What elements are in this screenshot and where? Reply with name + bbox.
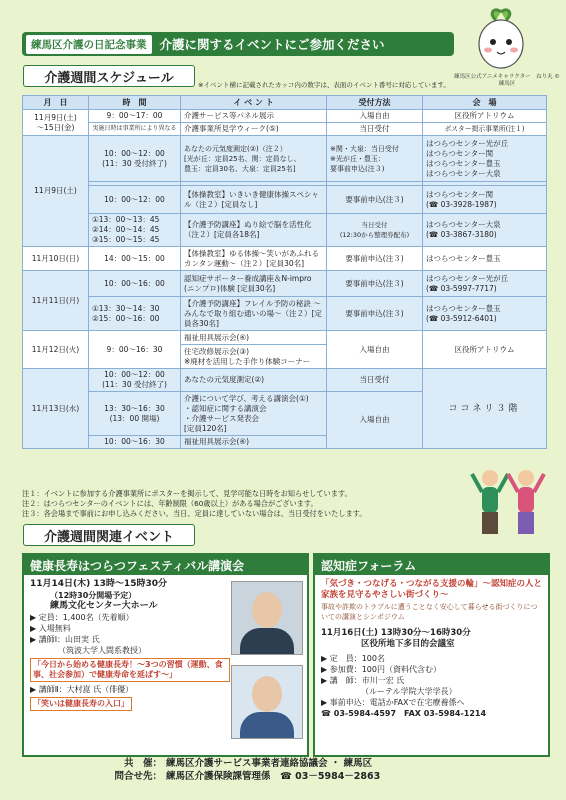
time-cell: 10：00～16：00: [89, 271, 181, 297]
contact-text: 練馬区介護保険課管理係 ☎ 03－5984－2863: [166, 771, 381, 782]
festival-lecturer1: ▶ 講師Ⅰ：山田実 氏: [30, 635, 100, 644]
footer-contact-row: [100, 770, 480, 783]
time-cell: ①13：00～13：45 ②14：00～14：45 ③15：00～15：45: [89, 214, 181, 247]
time-cell: 実施日時は事業所により異なる: [89, 123, 181, 136]
contact-label: 問合せ先：: [114, 771, 162, 782]
venue-cell: はつらつセンター豊玉: [423, 247, 547, 271]
event-cell: 福祉用具展示会(④): [181, 436, 327, 449]
sponsor-text: 練馬区介護サービス事業者連絡協議会 ・ 練馬区: [166, 758, 373, 769]
exercising-people-illustration: [468, 462, 548, 537]
venue-cell: ポスター掲示事業所(注１): [423, 123, 547, 136]
event-cell: 【介護予防講座】フレイル予防の秘訣 ～みんなで取り組む通いの場～（注２）[定員各30名]: [181, 297, 327, 331]
schedule-section-title: 介護週間スケジュール: [23, 65, 195, 87]
time-cell: 14：00～15：00: [89, 247, 181, 271]
nerimaru-mascot-icon: [468, 8, 534, 74]
header-tag: 練馬区介護の日記念事業: [26, 35, 152, 54]
table-row: [23, 214, 547, 247]
dementia-title: 認知症フォーラム: [315, 555, 548, 575]
event-cell: 介護について学び、考える講演会(①) ・認知症に関する講演会 ・介護サービス発表会 [定員120名]: [181, 392, 327, 436]
dementia-capacity: ▶ 定 員：100名: [321, 654, 385, 663]
table-row: [23, 186, 547, 214]
festival-title: 健康長寿はつらつフェスティバル講演会: [24, 555, 307, 575]
table-header-row: [23, 96, 547, 110]
reception-cell: 入場自由: [327, 392, 423, 449]
table-row: [23, 123, 547, 136]
festival-open: （12時30分開場予定）: [50, 591, 137, 600]
col-time: 時 間: [89, 96, 181, 110]
schedule-note: ※イベント横に記載されたカッコ内の数字は、表面のイベント番号に対応しています。: [198, 81, 450, 89]
table-row: [23, 331, 547, 345]
venue-cell: はつらつセンター光が丘 はつらつセンター関 はつらつセンター豊玉 はつらつセンター大泉: [423, 136, 547, 182]
time-cell: 10：00～12：00 (11：30 受付終了): [89, 369, 181, 392]
venue-cell: はつらつセンター豊玉 (☎ 03-5912-6401): [423, 297, 547, 331]
festival-box: [22, 553, 309, 757]
event-cell: あなたの元気度測定(②): [181, 369, 327, 392]
table-row: [23, 247, 547, 271]
festival-fee: ▶ 入場無料: [30, 624, 71, 633]
event-cell: 【体操教室】いきいき健康体操スペシャル（注２）[定員なし]: [181, 186, 327, 214]
festival-body: [30, 579, 230, 711]
festival-lecturer1-sub: （筑波大学人間系教授）: [58, 646, 146, 655]
venue-cell: 区役所アトリウム: [423, 110, 547, 123]
event-cell: 認知症サポーター養成講座＆N-impro (ニンプロ)体験 [定員30名]: [181, 271, 327, 297]
time-cell: 10：00～12：00 (11：30 受付終了): [89, 136, 181, 182]
date-cell: 11月9日(土) ～15日(金): [23, 110, 89, 136]
footer: [100, 757, 480, 783]
reception-cell: 当日受付: [327, 123, 423, 136]
event-cell: あなたの元気度測定(②)（注２） [光が丘：定員25名、関：定員なし、 豊玉：定員30名、大泉：定員25名]: [181, 136, 327, 182]
dementia-apply: ▶ 事前申込：電話かFAXで在宅療養係へ: [321, 698, 465, 707]
note-3: 注３：各会場まで事前にお申し込みください。当日、定員に達していない場合は、当日受付をいたします。: [22, 509, 367, 518]
col-venue: 会 場: [423, 96, 547, 110]
col-reception: 受付方法: [327, 96, 423, 110]
festival-lecturer2: ▶ 講師Ⅱ：大村崑 氏（俳優）: [30, 685, 134, 694]
lecturer1-photo: [231, 581, 303, 655]
date-cell: 11月10日(日): [23, 247, 89, 271]
col-event: イ ベ ン ト: [181, 96, 327, 110]
reception-cell: 入場自由: [327, 331, 423, 369]
note-2: 注２：はつらつセンターのイベントには、年齢制限（60歳以上）がある場合がございます。: [22, 499, 318, 508]
date-cell: 11月12日(火): [23, 331, 89, 369]
event-cell: 住宅改修展示会(③) ※廃材を活用した手作り体験コーナー: [181, 345, 327, 369]
table-row: [23, 136, 547, 182]
venue-cell: はつらつセンター光が丘 (☎ 03-5997-7717): [423, 271, 547, 297]
festival-venue: 練馬文化センター大ホール: [50, 601, 158, 611]
schedule-table: [22, 95, 547, 449]
venue-cell: はつらつセンター大泉 (☎ 03-3867-3180): [423, 214, 547, 247]
venue-cell: ココネリ３階: [423, 369, 547, 449]
mascot-caption: 練馬区公式アニメキャラクター ねり丸 ©練馬区: [454, 74, 560, 87]
event-cell: 介護事業所見学ウィーク(⑤): [181, 123, 327, 136]
dementia-fee: ▶ 参加費：100円（資料代含む）: [321, 665, 441, 674]
table-row: [23, 271, 547, 297]
time-cell: 10：00～12：00: [89, 186, 181, 214]
reception-cell: 入場自由: [327, 110, 423, 123]
date-cell: 11月13日(水): [23, 369, 89, 449]
col-date: 月 日: [23, 96, 89, 110]
date-cell: 11月9日(土): [23, 136, 89, 247]
dementia-catch: 「気づき・つなげる・つながる支援の輪」～認知症の人と家族を見守るやさしい街づくり～: [321, 579, 543, 600]
time-cell: 9：00～17：00: [89, 110, 181, 123]
festival-highlight2: 「笑いは健康長寿の入口」: [30, 697, 132, 711]
table-row: [23, 110, 547, 123]
venue-cell: はつらつセンター関 (☎ 03-3928-1987): [423, 186, 547, 214]
reception-cell: ※関・大泉：当日受付 ※光が丘・豊玉： 要事前申込(注３): [327, 136, 423, 182]
venue-cell: 区役所アトリウム: [423, 331, 547, 369]
event-cell: 介護サービス等パネル展示: [181, 110, 327, 123]
reception-cell: 当日受付 (12:30から整理券配布): [327, 214, 423, 247]
reception-cell: 要事前申込(注３): [327, 297, 423, 331]
reception-cell: 要事前申込(注３): [327, 247, 423, 271]
related-section-title: 介護週間関連イベント: [23, 524, 195, 546]
footer-sponsor-row: [100, 757, 480, 770]
event-cell: 【体操教室】ゆる体操～笑いがあふれる カンタン運動～（注２）[定員30名]: [181, 247, 327, 271]
header-bar: [22, 32, 454, 56]
note-1: 注１：イベントに参加する介護事業所にポスターを掲示して、見学可能な日時をお知らせしています。: [22, 489, 352, 498]
dementia-forum-box: [313, 553, 550, 757]
event-cell: 福祉用具展示会(④): [181, 331, 327, 345]
reception-cell: 要事前申込(注３): [327, 271, 423, 297]
festival-date: 11月14日(木) 13時～15時30分: [30, 579, 167, 589]
dementia-date: 11月16日(土) 13時30分～16時30分: [321, 628, 471, 638]
dementia-lecturer: ▶ 講 師：市川一宏 氏: [321, 676, 405, 685]
event-cell: 【介護予防講座】ぬり絵で脳を活性化（注２）[定員各18名]: [181, 214, 327, 247]
dementia-sub: 事故や詐欺のトラブルに遭うことなく安心して暮らせる街づくりについての講演とシンポジウム: [321, 603, 538, 621]
time-cell: 9：00～16：30: [89, 331, 181, 369]
sponsor-label: 共 催：: [123, 758, 162, 769]
time-cell: 10：00～16：30: [89, 436, 181, 449]
festival-capacity: ▶ 定員：1,400名（先着順）: [30, 613, 134, 622]
festival-highlight1: 「今日から始める健康長寿！～3つの習慣（運動、食事、社会参加）で健康寿命を延ばす～」: [30, 658, 230, 682]
time-cell: ①13：30～14：30 ②15：00～16：00: [89, 297, 181, 331]
date-cell: 11月11日(月): [23, 271, 89, 331]
dementia-lecturer-sub: （ルーテル学院大学学長）: [361, 687, 457, 696]
header-title: 介護に関するイベントにご参加ください: [159, 37, 385, 52]
reception-cell: 要事前申込(注３): [327, 186, 423, 214]
dementia-venue: 区役所地下多目的会議室: [361, 639, 455, 649]
table-row: [23, 297, 547, 331]
time-cell: 13：30～16：30 (13：00 開場): [89, 392, 181, 436]
dementia-tel: ☎ 03-5984-4597 FAX 03-5984-1214: [321, 709, 487, 718]
table-row: [23, 369, 547, 392]
dementia-body: [321, 579, 543, 719]
reception-cell: 当日受付: [327, 369, 423, 392]
lecturer2-photo: [231, 665, 303, 739]
